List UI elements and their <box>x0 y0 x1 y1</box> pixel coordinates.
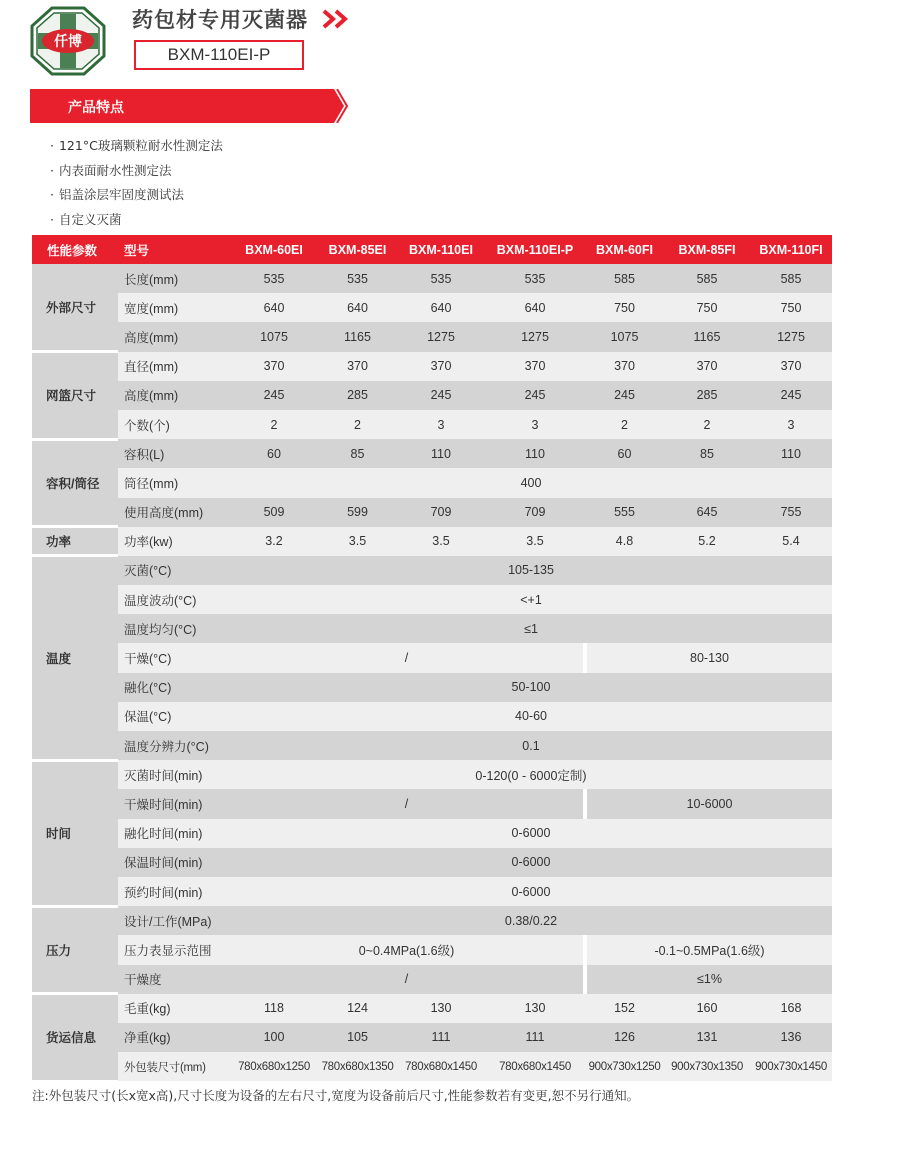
table-row <box>32 614 832 643</box>
group-label: 货运信息 <box>32 994 118 1082</box>
cell-merged: 400 <box>230 468 832 497</box>
table-row <box>32 293 832 322</box>
cell: 285 <box>664 381 750 410</box>
cell: 5.2 <box>664 527 750 556</box>
cell: 136 <box>750 1023 832 1052</box>
cell: 2 <box>664 410 750 439</box>
feature-item: · 自定义灭菌 <box>50 208 223 233</box>
cell: 110 <box>485 439 585 468</box>
row-label: 长度(mm) <box>118 264 230 293</box>
cell-right: ≤1% <box>585 965 832 994</box>
cell: 110 <box>397 439 485 468</box>
table-row <box>32 352 832 381</box>
cell: 3.2 <box>230 527 318 556</box>
table-row <box>32 439 832 468</box>
table-row <box>32 906 832 935</box>
cell-merged: 0.1 <box>230 731 832 760</box>
cell: 640 <box>397 293 485 322</box>
feature-item: · 121°C玻璃颗粒耐水性测定法 <box>50 134 223 159</box>
cell-left: / <box>230 965 585 994</box>
cell: 509 <box>230 498 318 527</box>
cell-merged: 0-6000 <box>230 848 832 877</box>
cell: 285 <box>318 381 397 410</box>
row-label: 灭菌(°C) <box>118 556 230 585</box>
group-label: 容积/筒径 <box>32 439 118 527</box>
table-header-row <box>32 235 832 264</box>
cell: 640 <box>318 293 397 322</box>
group-label: 网篮尺寸 <box>32 352 118 440</box>
row-label: 净重(kg) <box>118 1023 230 1052</box>
header-col: BXM-85FI <box>664 235 750 264</box>
cell: 245 <box>750 381 832 410</box>
cell: 111 <box>485 1023 585 1052</box>
cell: 709 <box>485 498 585 527</box>
cell: 750 <box>664 293 750 322</box>
group-label: 外部尺寸 <box>32 264 118 352</box>
table-row <box>32 527 832 556</box>
cell: 1275 <box>397 322 485 351</box>
cell: 750 <box>750 293 832 322</box>
cell: 118 <box>230 994 318 1023</box>
table-row <box>32 1023 832 1052</box>
header-col: BXM-110EI-P <box>485 235 585 264</box>
row-label: 灭菌时间(min) <box>118 760 230 789</box>
row-label: 预约时间(min) <box>118 877 230 906</box>
header-model: 型号 <box>118 235 230 264</box>
header-col: BXM-110FI <box>750 235 832 264</box>
table-row <box>32 264 832 293</box>
features-banner <box>30 89 350 123</box>
cell: 152 <box>585 994 664 1023</box>
cell-merged: 105-135 <box>230 556 832 585</box>
row-label: 温度波动(°C) <box>118 585 230 614</box>
cell-left: / <box>230 789 585 818</box>
cell: 780x680x1450 <box>485 1052 585 1081</box>
cell: 3.5 <box>397 527 485 556</box>
cell-merged: 0.38/0.22 <box>230 906 832 935</box>
table-row <box>32 848 832 877</box>
cell-left: / <box>230 643 585 672</box>
cell: 535 <box>230 264 318 293</box>
cell: 2 <box>230 410 318 439</box>
table-row <box>32 468 832 497</box>
group-label: 温度 <box>32 556 118 760</box>
cell-merged: ≤1 <box>230 614 832 643</box>
cell-merged: 50-100 <box>230 673 832 702</box>
cell: 168 <box>750 994 832 1023</box>
cell: 3 <box>397 410 485 439</box>
cell: 60 <box>230 439 318 468</box>
cell: 709 <box>397 498 485 527</box>
cell: 3.5 <box>485 527 585 556</box>
table-row <box>32 498 832 527</box>
row-label: 温度分辨力(°C) <box>118 731 230 760</box>
cell: 245 <box>397 381 485 410</box>
cell: 126 <box>585 1023 664 1052</box>
header-col: BXM-60FI <box>585 235 664 264</box>
row-label: 干燥度 <box>118 965 230 994</box>
features-title: 产品特点 <box>68 100 124 116</box>
cell: 245 <box>230 381 318 410</box>
cell: 645 <box>664 498 750 527</box>
cell: 585 <box>750 264 832 293</box>
table-row <box>32 965 832 994</box>
cell: 4.8 <box>585 527 664 556</box>
cell: 535 <box>318 264 397 293</box>
cell: 5.4 <box>750 527 832 556</box>
cell: 585 <box>664 264 750 293</box>
cell: 599 <box>318 498 397 527</box>
cell: 370 <box>585 352 664 381</box>
table-row <box>32 585 832 614</box>
cell: 370 <box>397 352 485 381</box>
cell: 160 <box>664 994 750 1023</box>
page-title: 药包材专用灭菌器 <box>132 8 308 32</box>
header-col: BXM-110EI <box>397 235 485 264</box>
feature-item: · 铝盖涂层牢固度测试法 <box>50 183 223 208</box>
cell: 85 <box>664 439 750 468</box>
cell: 640 <box>230 293 318 322</box>
cell: 370 <box>664 352 750 381</box>
cell-left: 0~0.4MPa(1.6级) <box>230 935 585 964</box>
cell: 780x680x1450 <box>397 1052 485 1081</box>
cell-right: 80-130 <box>585 643 832 672</box>
cell: 3.5 <box>318 527 397 556</box>
cell: 370 <box>485 352 585 381</box>
row-label: 压力表显示范围 <box>118 935 230 964</box>
cell: 370 <box>230 352 318 381</box>
cell: 60 <box>585 439 664 468</box>
cell: 1075 <box>230 322 318 351</box>
cell: 2 <box>585 410 664 439</box>
cell: 750 <box>585 293 664 322</box>
row-label: 个数(个) <box>118 410 230 439</box>
group-label: 时间 <box>32 760 118 906</box>
table-row <box>32 877 832 906</box>
row-label: 使用高度(mm) <box>118 498 230 527</box>
table-row <box>32 994 832 1023</box>
cell: 105 <box>318 1023 397 1052</box>
footnote: 注:外包装尺寸(长x宽x高),尺寸长度为设备的左右尺寸,宽度为设备前后尺寸,性能参数若有变更,恕不另行通知。 <box>32 1088 640 1103</box>
cell: 755 <box>750 498 832 527</box>
cell: 535 <box>397 264 485 293</box>
cell: 780x680x1350 <box>318 1052 397 1081</box>
cell: 130 <box>485 994 585 1023</box>
features-list <box>50 134 223 233</box>
header-param: 性能参数 <box>32 235 118 264</box>
cell: 1165 <box>664 322 750 351</box>
table-row <box>32 789 832 818</box>
table-row <box>32 673 832 702</box>
cell: 585 <box>585 264 664 293</box>
cell-merged: 0-6000 <box>230 877 832 906</box>
row-label: 直径(mm) <box>118 352 230 381</box>
cell: 2 <box>318 410 397 439</box>
row-label: 宽度(mm) <box>118 293 230 322</box>
row-label: 外包装尺寸(mm) <box>118 1052 230 1081</box>
header-col: BXM-85EI <box>318 235 397 264</box>
row-label: 保温(°C) <box>118 702 230 731</box>
model-number: BXM-110EI-P <box>134 40 304 70</box>
row-label: 功率(kw) <box>118 527 230 556</box>
cell: 370 <box>750 352 832 381</box>
cell: 124 <box>318 994 397 1023</box>
table-row <box>32 760 832 789</box>
row-label: 设计/工作(MPa) <box>118 906 230 935</box>
cell: 900x730x1250 <box>585 1052 664 1081</box>
cell: 85 <box>318 439 397 468</box>
feature-item: · 内表面耐水性测定法 <box>50 159 223 184</box>
cell: 370 <box>318 352 397 381</box>
cell: 131 <box>664 1023 750 1052</box>
group-label: 功率 <box>32 527 118 556</box>
cell: 110 <box>750 439 832 468</box>
double-chevron-right-icon <box>322 9 352 29</box>
row-label: 干燥(°C) <box>118 643 230 672</box>
cell: 1165 <box>318 322 397 351</box>
cell-merged: 0-6000 <box>230 819 832 848</box>
logo-text: 仟博 <box>54 34 82 50</box>
cell: 640 <box>485 293 585 322</box>
table-row <box>32 643 832 672</box>
cell: 900x730x1350 <box>664 1052 750 1081</box>
cell-merged: <+1 <box>230 585 832 614</box>
cell-right: -0.1~0.5MPa(1.6级) <box>585 935 832 964</box>
table-row <box>32 1052 832 1081</box>
cell: 245 <box>585 381 664 410</box>
cell: 900x730x1450 <box>750 1052 832 1081</box>
row-label: 筒径(mm) <box>118 468 230 497</box>
table-row <box>32 819 832 848</box>
cell-merged: 40-60 <box>230 702 832 731</box>
cell: 1075 <box>585 322 664 351</box>
cell: 1275 <box>750 322 832 351</box>
cell: 3 <box>750 410 832 439</box>
table-row <box>32 935 832 964</box>
table-row <box>32 381 832 410</box>
row-label: 温度均匀(°C) <box>118 614 230 643</box>
cell-merged: 0-120(0 - 6000定制) <box>230 760 832 789</box>
row-label: 融化时间(min) <box>118 819 230 848</box>
cell: 780x680x1250 <box>230 1052 318 1081</box>
row-label: 保温时间(min) <box>118 848 230 877</box>
cell: 100 <box>230 1023 318 1052</box>
table-row <box>32 731 832 760</box>
cell: 245 <box>485 381 585 410</box>
cell: 535 <box>485 264 585 293</box>
header-col: BXM-60EI <box>230 235 318 264</box>
table-row <box>32 556 832 585</box>
cell: 555 <box>585 498 664 527</box>
row-label: 高度(mm) <box>118 381 230 410</box>
cell: 1275 <box>485 322 585 351</box>
row-label: 融化(°C) <box>118 673 230 702</box>
table-row <box>32 410 832 439</box>
table-row <box>32 322 832 351</box>
row-label: 干燥时间(min) <box>118 789 230 818</box>
row-label: 容积(L) <box>118 439 230 468</box>
table-row <box>32 702 832 731</box>
spec-table <box>32 235 832 1083</box>
row-label: 毛重(kg) <box>118 994 230 1023</box>
cell: 111 <box>397 1023 485 1052</box>
cell-right: 10-6000 <box>585 789 832 818</box>
cell: 130 <box>397 994 485 1023</box>
cell: 3 <box>485 410 585 439</box>
brand-logo <box>30 6 106 76</box>
group-label: 压力 <box>32 906 118 994</box>
row-label: 高度(mm) <box>118 322 230 351</box>
